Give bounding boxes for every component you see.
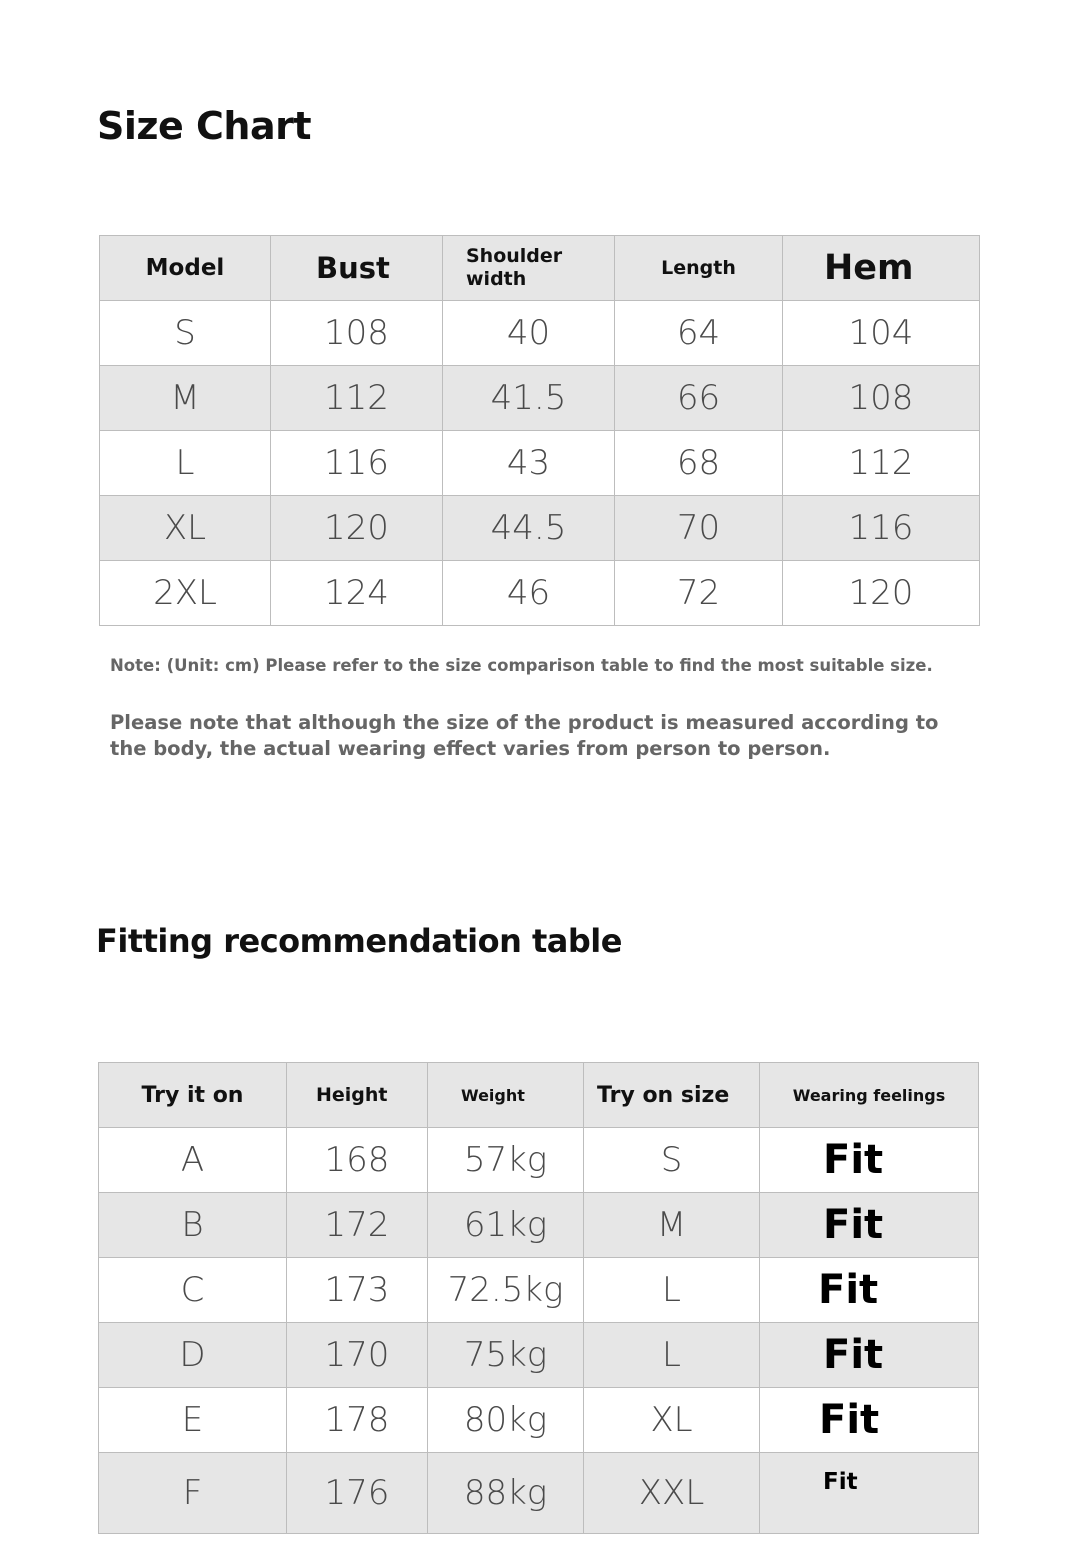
size-note-unit: Note: (Unit: cm) Please refer to the size comparison table to find the most suitable size.	[110, 656, 933, 675]
size-length: 64	[615, 301, 783, 366]
fit-weight: 57kg	[428, 1128, 584, 1193]
fit-row	[99, 1193, 979, 1258]
fit-size: XXL	[584, 1453, 760, 1534]
size-hem: 112	[783, 431, 980, 496]
fit-size: XL	[584, 1388, 760, 1453]
fit-size: L	[584, 1323, 760, 1388]
size-length: 72	[615, 561, 783, 626]
size-hem: 120	[783, 561, 980, 626]
fit-height: 172	[287, 1193, 428, 1258]
fit-person: D	[99, 1323, 287, 1388]
fitting-recommendation-table	[98, 1062, 979, 1534]
size-row	[100, 301, 980, 366]
size-row	[100, 561, 980, 626]
fit-size: L	[584, 1258, 760, 1323]
fit-weight: 72.5kg	[428, 1258, 584, 1323]
fit-size: S	[584, 1128, 760, 1193]
header-weight: Weight	[428, 1063, 584, 1128]
fit-row	[99, 1453, 979, 1534]
size-model: S	[100, 301, 271, 366]
size-hem: 104	[783, 301, 980, 366]
header-model: Model	[100, 236, 271, 301]
fit-weight: 61kg	[428, 1193, 584, 1258]
fit-weight: 88kg	[428, 1453, 584, 1534]
size-shoulder: 40	[443, 301, 615, 366]
header-shoulder-width	[443, 236, 615, 301]
size-bust: 108	[271, 301, 443, 366]
size-bust: 112	[271, 366, 443, 431]
fit-feeling: Fit	[760, 1258, 979, 1323]
fit-person: E	[99, 1388, 287, 1453]
size-hem: 108	[783, 366, 980, 431]
header-try-on-size: Try on size	[584, 1063, 760, 1128]
header-try-it-on: Try it on	[99, 1063, 287, 1128]
fit-height: 170	[287, 1323, 428, 1388]
size-chart-table	[99, 235, 980, 626]
size-length: 68	[615, 431, 783, 496]
fit-height: 168	[287, 1128, 428, 1193]
header-hem: Hem	[783, 236, 980, 301]
size-length: 70	[615, 496, 783, 561]
fit-size: M	[584, 1193, 760, 1258]
size-chart-header-row	[100, 236, 980, 301]
fit-person: C	[99, 1258, 287, 1323]
fit-height: 176	[287, 1453, 428, 1534]
fit-person: A	[99, 1128, 287, 1193]
size-chart-title: Size Chart	[97, 104, 312, 148]
size-row	[100, 431, 980, 496]
size-model: L	[100, 431, 271, 496]
size-row	[100, 496, 980, 561]
fit-person: B	[99, 1193, 287, 1258]
fit-person: F	[99, 1453, 287, 1534]
fit-feeling: Fit	[760, 1388, 979, 1453]
size-hem: 116	[783, 496, 980, 561]
fit-feeling: Fit	[760, 1193, 979, 1258]
size-note-disclaimer: Please note that although the size of the product is measured according to the body, the actual wearing effect varies from person to person.	[110, 711, 939, 760]
header-shoulder-line2: width	[466, 268, 527, 290]
fit-header-row	[99, 1063, 979, 1128]
size-model: M	[100, 366, 271, 431]
header-shoulder-line1: Shoulder	[466, 245, 563, 267]
fit-weight: 75kg	[428, 1323, 584, 1388]
fit-feeling: Fit	[760, 1323, 979, 1388]
size-bust: 120	[271, 496, 443, 561]
size-model: 2XL	[100, 561, 271, 626]
fit-row	[99, 1323, 979, 1388]
fit-feeling: Fit	[760, 1128, 979, 1193]
fit-row	[99, 1258, 979, 1323]
fit-row	[99, 1388, 979, 1453]
header-bust: Bust	[271, 236, 443, 301]
header-length: Length	[615, 236, 783, 301]
header-wearing-feelings: Wearing feelings	[760, 1063, 979, 1128]
size-shoulder: 41.5	[443, 366, 615, 431]
fit-row	[99, 1128, 979, 1193]
size-shoulder: 44.5	[443, 496, 615, 561]
fit-height: 173	[287, 1258, 428, 1323]
size-bust: 116	[271, 431, 443, 496]
header-height: Height	[287, 1063, 428, 1128]
size-shoulder: 43	[443, 431, 615, 496]
size-model: XL	[100, 496, 271, 561]
size-row	[100, 366, 980, 431]
fit-height: 178	[287, 1388, 428, 1453]
size-bust: 124	[271, 561, 443, 626]
fit-weight: 80kg	[428, 1388, 584, 1453]
fit-feeling: Fit	[760, 1453, 979, 1534]
size-shoulder: 46	[443, 561, 615, 626]
size-length: 66	[615, 366, 783, 431]
fitting-table-title: Fitting recommendation table	[96, 922, 622, 960]
